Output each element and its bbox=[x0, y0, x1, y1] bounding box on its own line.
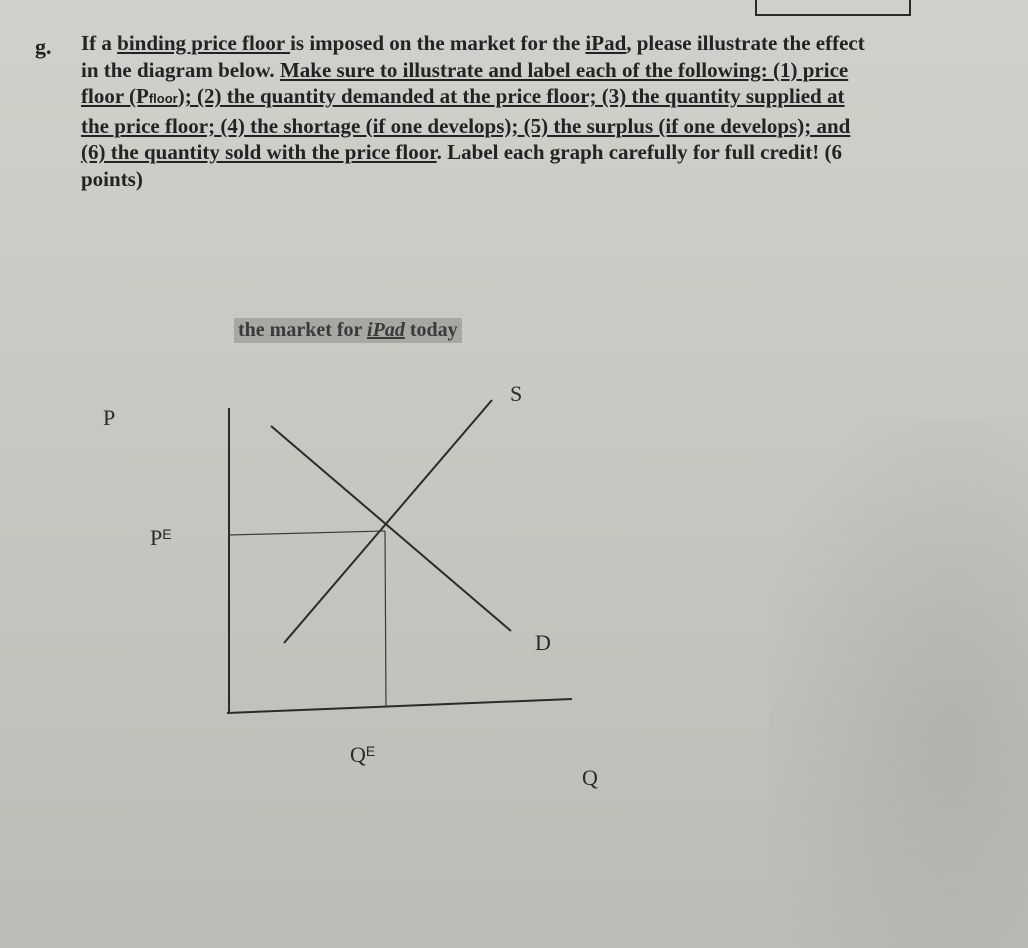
equilibrium-quantity-line bbox=[385, 531, 386, 707]
equilibrium-price-label bbox=[150, 525, 172, 551]
equilibrium-price-line bbox=[229, 531, 385, 535]
text-underlined: Make sure to illustrate and label each of the following: (1) price bbox=[279, 57, 849, 82]
text-segment: floor (P bbox=[81, 84, 149, 108]
x-axis bbox=[227, 699, 572, 713]
graph-title-product: iPad bbox=[367, 319, 405, 341]
supply-curve bbox=[284, 400, 492, 643]
text-segment: in the diagram below. bbox=[81, 57, 280, 82]
text-segment: If a bbox=[81, 31, 118, 55]
text-segment: is imposed on the market for the bbox=[290, 31, 586, 55]
question-line-6: points) bbox=[81, 166, 143, 191]
text-segment: ); (2) the quantity demanded at the price floor; (3) the quantity supplied at bbox=[177, 84, 845, 108]
question-number: g. bbox=[35, 34, 52, 59]
question-line-4: the price floor; (4) the shortage (if one develops); (5) the surplus (if one develops); and bbox=[81, 113, 851, 138]
quantity-axis-label: Q bbox=[582, 765, 598, 790]
demand-curve bbox=[271, 426, 511, 631]
graph-title-text: the market for bbox=[238, 319, 368, 341]
text-subscript: floor bbox=[148, 91, 178, 106]
text-underlined: iPad bbox=[585, 31, 627, 55]
price-axis-label: P bbox=[103, 405, 116, 430]
supply-label: S bbox=[510, 381, 523, 406]
equilibrium-quantity-label bbox=[350, 742, 375, 768]
text-underlined: (6) the quantity sold with the price floor bbox=[81, 140, 437, 164]
text-segment: , please illustrate the effect bbox=[626, 31, 865, 55]
text-segment: . Label each graph carefully for full credit! (6 bbox=[436, 140, 843, 164]
graph-title-text: today bbox=[404, 319, 458, 341]
label-subscript: E bbox=[365, 743, 376, 759]
demand-label: D bbox=[535, 630, 551, 655]
label-main: Q bbox=[350, 742, 366, 767]
text-underlined: binding price floor bbox=[117, 31, 291, 55]
label-main: P bbox=[150, 525, 163, 550]
label-subscript: E bbox=[162, 526, 172, 542]
